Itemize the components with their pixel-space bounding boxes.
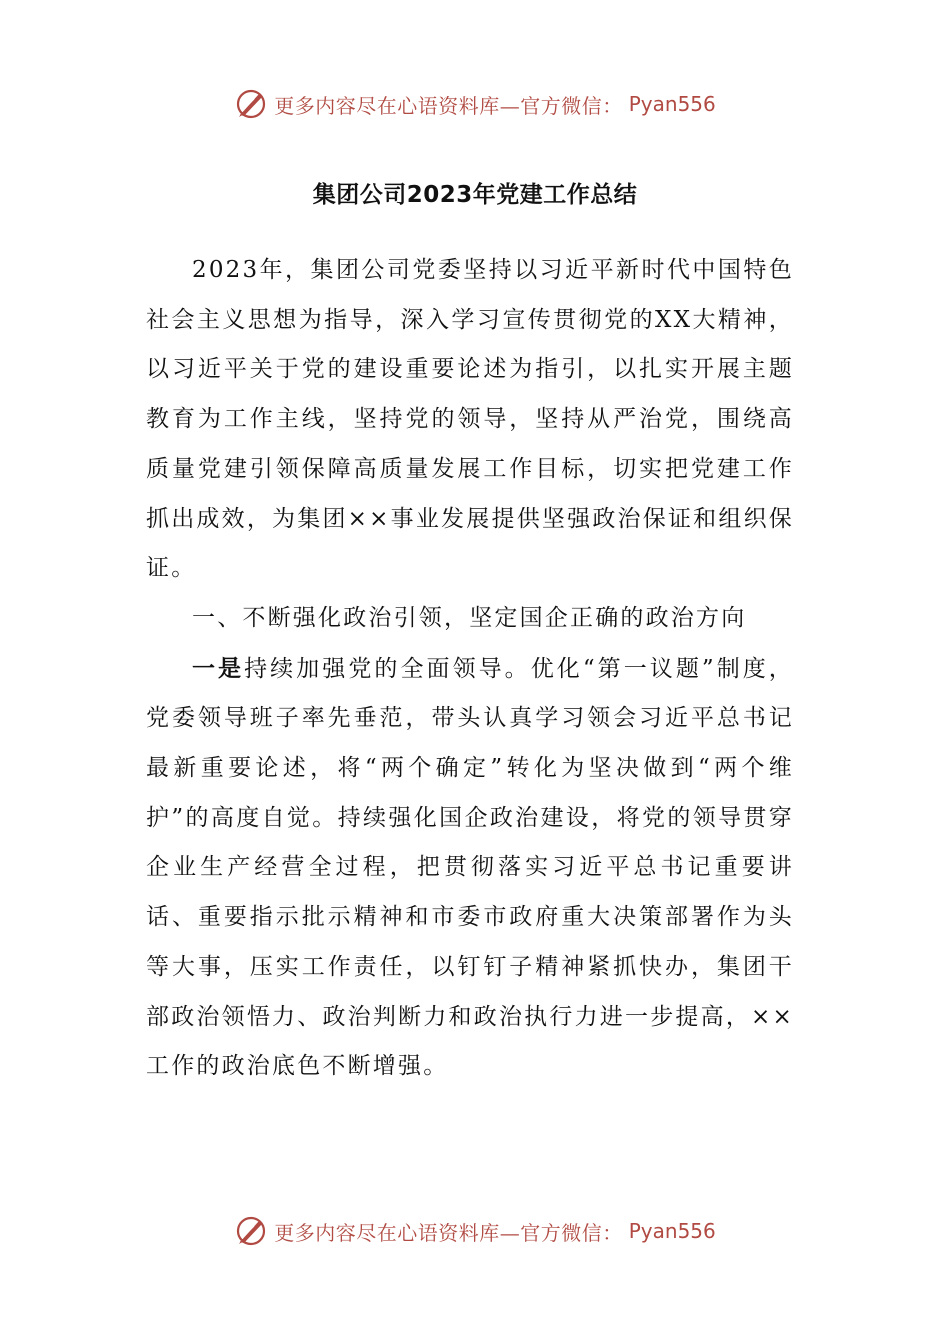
- document-body: [146, 246, 794, 1092]
- footer-watermark: [0, 1211, 950, 1251]
- quill-pen-logo-icon: [234, 1214, 268, 1248]
- header-watermark: [0, 84, 950, 124]
- watermark-wechat-id: Pyan556: [628, 1219, 716, 1243]
- document-title: 集团公司2023年党建工作总结: [312, 182, 638, 208]
- paragraph-text: 持续加强党的全面领导。优化“第一议题”制度，党委领导班子率先垂范，带头认真学习领会习近平总书记最新重要论述，将“两个确定”转化为坚决做到“两个维护”的高度自觉。持续强化国企政治建设，将党的领导贯穿企业生产经营全过程，把贯彻落实习近平总书记重要讲话、重要指示批示精神和市委市政府重大决策部署作为头等大事，压实工作责任，以钉钉子精神紧抓快办，集团干部政治领悟力、政治判断力和政治执行力进一步提高，××工作的政治底色不断增强。: [146, 655, 795, 1080]
- watermark-text: 更多内容尽在心语资料库—官方微信：: [274, 1220, 623, 1245]
- quill-pen-logo-icon: [234, 87, 268, 121]
- paragraph-lead: 一是: [192, 654, 245, 682]
- watermark-text: 更多内容尽在心语资料库—官方微信：: [274, 93, 623, 118]
- body-paragraph: [146, 644, 794, 1092]
- section-heading: 一、不断强化政治引领，坚定国企正确的政治方向: [192, 604, 747, 631]
- intro-paragraph: 2023年，集团公司党委坚持以习近平新时代中国特色社会主义思想为指导，深入学习宣传贯彻党的XX大精神，以习近平关于党的建设重要论述为指引，以扎实开展主题教育为工作主线，坚持党的领导，坚持从严治党，围绕高质量党建引领保障高质量发展工作目标，切实把党建工作抓出成效，为集团××事业发展提供坚强政治保证和组织保证。: [146, 257, 794, 582]
- watermark-wechat-id: Pyan556: [628, 92, 716, 116]
